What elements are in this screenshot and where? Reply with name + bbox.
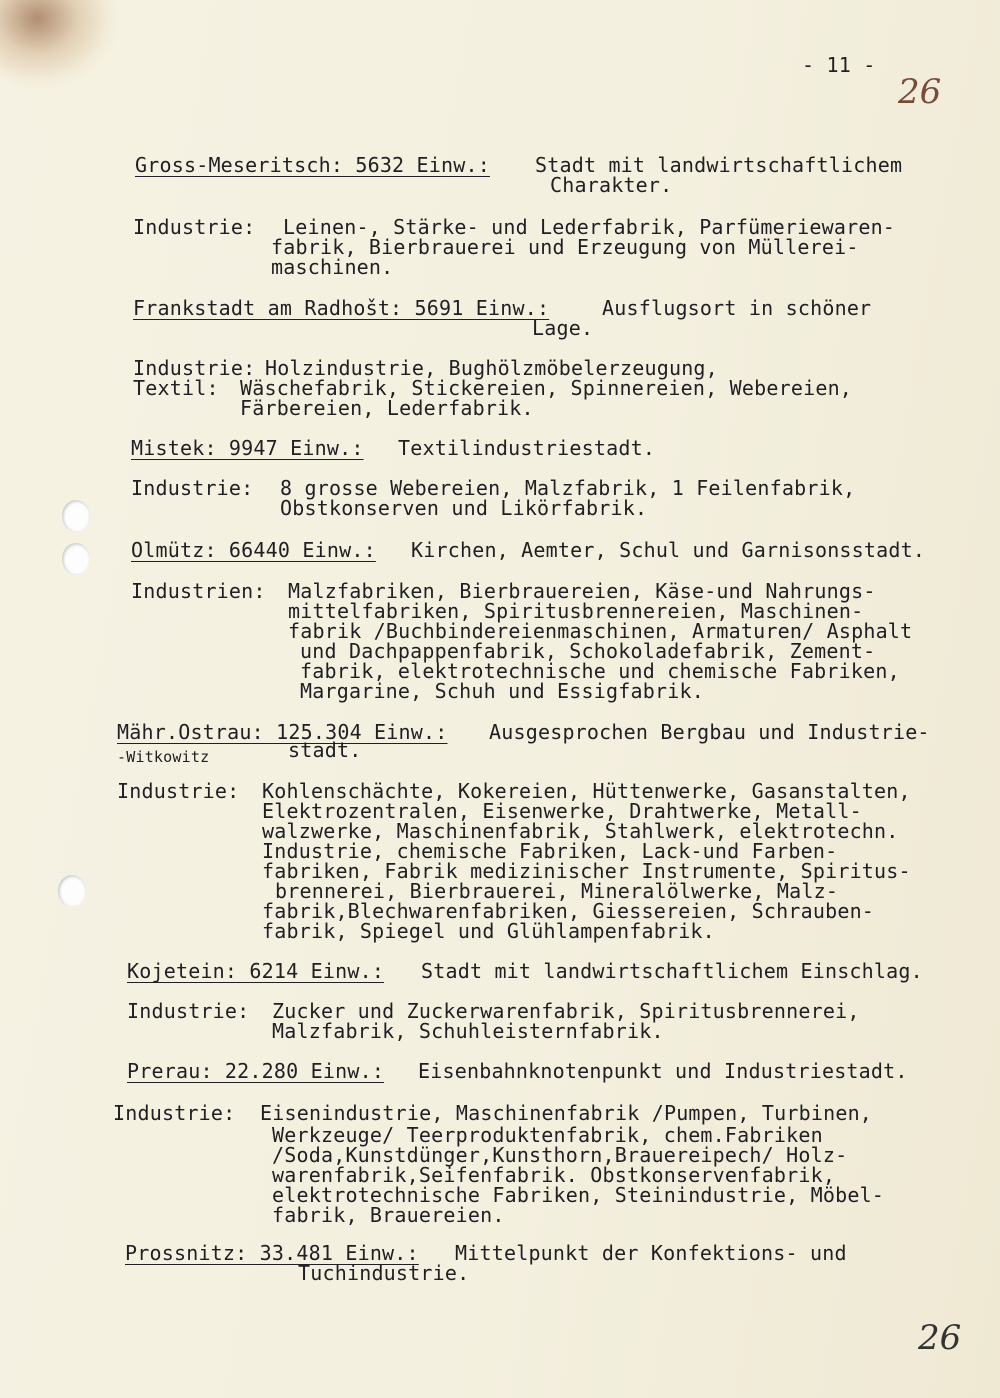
industry-line: und Dachpappenfabrik, Schokoladefabrik, Zement- <box>300 639 876 663</box>
textil-line: Wäschefabrik, Stickereien, Spinnereien, Webereien, <box>240 376 853 400</box>
industry-line: fabrik, Bierbrauerei und Erzeugung von Müllerei- <box>271 235 859 259</box>
entry-heading: Kojetein: 6214 Einw.: <box>127 959 385 983</box>
punch-hole <box>58 875 86 907</box>
industry-line: fabriken, Fabrik medizinischer Instrumente, Spiritus- <box>262 859 911 883</box>
industry-label: Industrie: <box>117 779 240 803</box>
entry-description-line: Stadt mit landwirtschaftlichem Einschlag. <box>421 959 923 983</box>
entry-description-line: Ausflugsort in schöner <box>602 296 872 320</box>
industry-line: elektrotechnische Fabriken, Steinindustrie, Möbel- <box>272 1183 885 1207</box>
entry-description-line: Charakter. <box>550 173 673 197</box>
industry-label: Industrie: <box>113 1101 236 1125</box>
punch-hole <box>62 500 90 532</box>
industry-line: fabrik, elektrotechnische und chemische Fabriken, <box>300 659 900 683</box>
entry-description-line: Ausgesprochen Bergbau und Industrie- <box>489 720 930 744</box>
entry-description-line: Tuchindustrie. <box>298 1261 470 1285</box>
industry-line: Elektrozentralen, Eisenwerke, Drahtwerke, Metall- <box>262 799 862 823</box>
industry-label: Industrien: <box>131 579 266 603</box>
entry-heading: Gross-Meseritsch: 5632 Einw.: <box>135 153 490 177</box>
industry-line: warenfabrik,Seifenfabrik. Obstkonservenfabrik, <box>272 1163 836 1187</box>
entry-heading: Prossnitz: 33.481 Einw.: <box>125 1241 419 1265</box>
industry-line: fabrik, Brauereien. <box>272 1203 505 1227</box>
industry-line: Industrie, chemische Fabriken, Lack-und Farben- <box>262 839 838 863</box>
industry-line: Zucker und Zuckerwarenfabrik, Spiritusbrennerei, <box>272 999 860 1023</box>
industry-label: Industrie: <box>131 476 254 500</box>
punch-hole <box>62 543 90 575</box>
industry-line: walzwerke, Maschinenfabrik, Stahlwerk, elektrotechn. <box>262 819 899 843</box>
industry-line: Leinen-, Stärke- und Lederfabrik, Parfümeriewaren- <box>283 215 896 239</box>
entry-description-line: Kirchen, Aemter, Schul und Garnisonsstadt. <box>411 538 926 562</box>
industry-label: Industrie: <box>133 356 256 380</box>
industry-line: mittelfabriken, Spiritusbrennereien, Maschinen- <box>288 599 864 623</box>
entry-sub-heading: -Witkowitz <box>117 748 210 766</box>
industry-line: Malzfabriken, Bierbrauereien, Käse-und Nahrungs- <box>288 579 876 603</box>
industry-line: fabrik,Blechwarenfabriken, Giessereien, Schrauben- <box>262 899 875 923</box>
entry-heading: Mistek: 9947 Einw.: <box>131 436 364 460</box>
textil-line: Färbereien, Lederfabrik. <box>240 396 534 420</box>
industry-line: Margarine, Schuh und Essigfabrik. <box>300 679 704 703</box>
industry-line: Obstkonserven und Likörfabrik. <box>280 496 648 520</box>
entry-heading: Mähr.Ostrau: 125.304 Einw.: <box>117 720 448 744</box>
entry-description-line: Lage. <box>532 316 594 340</box>
industry-line: Kohlenschächte, Kokereien, Hüttenwerke, Gasanstalten, <box>262 779 911 803</box>
entry-heading: Frankstadt am Radhošt: 5691 Einw.: <box>133 296 550 320</box>
page-number: - 11 - <box>802 53 876 77</box>
entry-description-line: Stadt mit landwirtschaftlichem <box>535 153 903 177</box>
burn-stain <box>0 0 120 90</box>
handwritten-page-number: 26 <box>898 72 942 112</box>
industry-line: Werkzeuge/ Teerproduktenfabrik, chem.Fabriken <box>272 1123 823 1147</box>
entry-description-line: Textilindustriestadt. <box>398 436 656 460</box>
entry-description-line: Eisenbahnknotenpunkt und Industriestadt. <box>418 1059 908 1083</box>
textil-label: Textil: <box>133 376 219 400</box>
entry-heading: Prerau: 22.280 Einw.: <box>127 1059 385 1083</box>
industry-label: Industrie: <box>133 215 256 239</box>
industry-line: brennerei, Bierbrauerei, Mineralölwerke, Malz- <box>275 879 839 903</box>
industry-line: fabrik /Buchbindereienmaschinen, Armaturen/ Asphalt <box>288 619 913 643</box>
industry-line: /Soda,Kunstdünger,Kunsthorn,Brauereipech/ Holz- <box>272 1143 848 1167</box>
entry-heading: Olmütz: 66440 Einw.: <box>131 538 376 562</box>
industry-line: fabrik, Spiegel und Glühlampenfabrik. <box>262 919 715 943</box>
industry-line: Eisenindustrie, Maschinenfabrik /Pumpen, Turbinen, <box>260 1101 873 1125</box>
industry-label: Industrie: <box>127 999 250 1023</box>
handwritten-folio-number: 26 <box>918 1318 962 1358</box>
entry-description-line: stadt. <box>288 738 362 762</box>
industry-line: 8 grosse Webereien, Malzfabrik, 1 Feilenfabrik, <box>280 476 856 500</box>
industry-line: Holzindustrie, Bughölzmöbelerzeugung, <box>265 356 718 380</box>
industry-line: Malzfabrik, Schuhleisternfabrik. <box>272 1019 664 1043</box>
entry-description-line: Mittelpunkt der Konfektions- und <box>455 1241 847 1265</box>
industry-line: maschinen. <box>271 255 394 279</box>
